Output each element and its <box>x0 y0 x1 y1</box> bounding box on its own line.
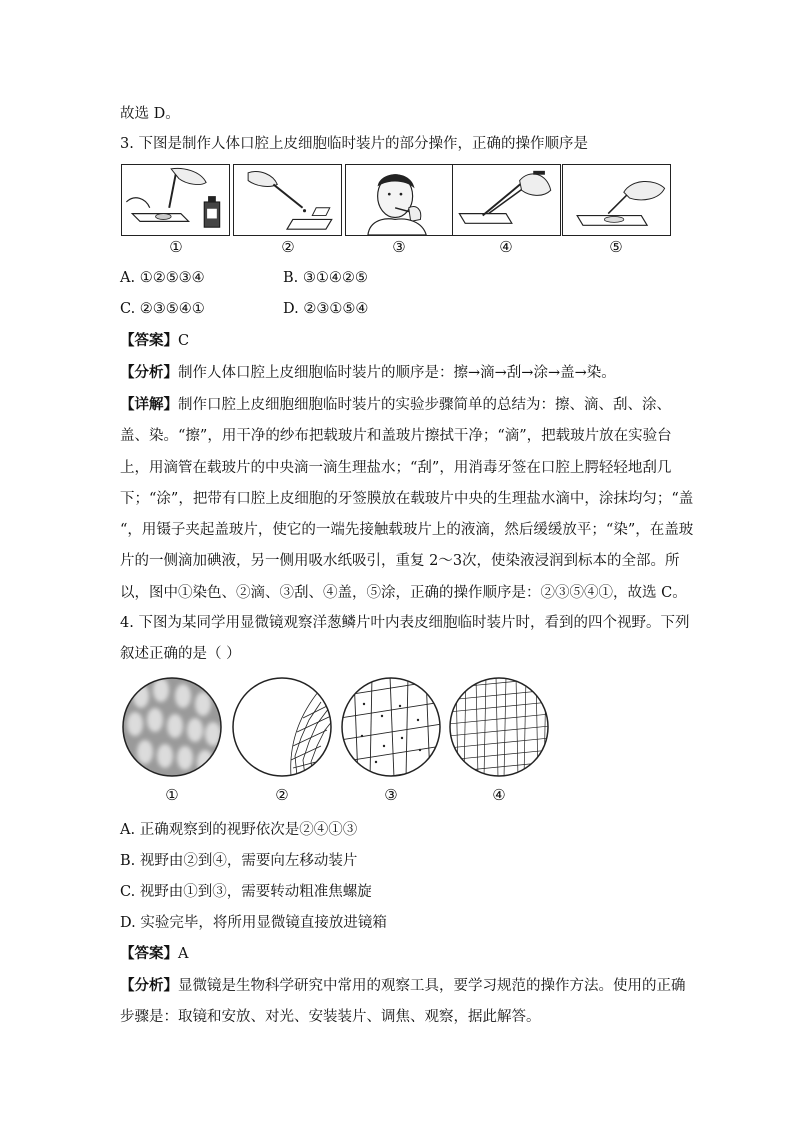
q3-figure-panel-4 <box>452 164 561 236</box>
q3-figure-panel-5 <box>562 164 671 236</box>
q4-field-view-2 <box>231 676 333 778</box>
q4-analysis-line: 步骤是：取镜和安放、对光、安装装片、调焦、观察，据此解答。 <box>120 1009 541 1026</box>
q3-figure-panel-1 <box>121 164 230 236</box>
analysis-tag: 【分析】 <box>120 977 178 994</box>
clear-cells-field-illustration <box>340 676 442 778</box>
answer-value: A <box>178 946 189 962</box>
q3-answer <box>120 331 189 351</box>
q3-option-a: A. ①②⑤③④ <box>120 270 205 286</box>
q3-figure-panel-2 <box>233 164 342 236</box>
q4-figure-label-4: ④ <box>492 786 506 804</box>
edge-cells-field-illustration <box>231 676 333 778</box>
smear-illustration <box>563 165 670 235</box>
q3-detail-line: 上，用滴管在载玻片的中央滴一滴生理盐水；“刮”，用消毒牙签在口腔上腭轻轻地刮几 <box>120 459 672 476</box>
saline-drop-illustration <box>234 165 341 235</box>
blurry-field-illustration <box>121 676 223 778</box>
q3-figure-label-1: ① <box>169 238 183 256</box>
cheek-scraping-illustration <box>346 165 453 235</box>
q3-detail-line: 片的一侧滴加碘液，另一侧用吸水纸吸引，重复 2～3次，使染液浸润到标本的全部。所 <box>120 553 680 570</box>
detail-text: 制作口腔上皮细胞细胞临时装片的实验步骤简单的总结为：擦、滴、刮、涂、 <box>178 397 671 413</box>
q4-stem-line: 叙述正确的是（ ） <box>120 646 241 663</box>
previous-answer-line: 故选 D。 <box>120 106 180 122</box>
q3-detail-line <box>120 389 672 421</box>
analysis-text: 制作人体口腔上皮细胞临时装片的顺序是：擦→滴→刮→涂→盖→染。 <box>178 365 616 381</box>
q3-figure-label-2: ② <box>281 238 295 256</box>
q3-option-d: D. ②③①⑤④ <box>283 301 369 317</box>
q3-option-c: C. ②③⑤④① <box>120 301 205 317</box>
stain-dropper-illustration <box>122 165 229 235</box>
answer-value: C <box>178 333 190 349</box>
q4-answer <box>120 944 188 964</box>
q4-analysis-line <box>120 970 686 1002</box>
q3-detail-line: 下；“涂”，把带有口腔上皮细胞的牙签膜放在载玻片中央的生理盐水滴中，涂抹均匀；“盖 <box>120 490 694 507</box>
q3-detail-line: 以，图中①染色、②滴、③刮、④盖，⑤涂，正确的操作顺序是：②③⑤④①，故选 C。 <box>120 584 687 601</box>
q4-option-c: C. 视野由①到③，需要转动粗准焦螺旋 <box>120 884 372 900</box>
q3-figure-label-4: ④ <box>499 238 513 256</box>
q4-stem <box>120 608 690 671</box>
q4-option-d: D. 实验完毕，将所用显微镜直接放进镜箱 <box>120 915 387 931</box>
analysis-text: 显微镜是生物科学研究中常用的观察工具，要学习规范的操作方法。使用的正确 <box>178 978 686 994</box>
q4-figure-label-2: ② <box>275 786 289 804</box>
q3-detail <box>120 389 694 609</box>
q4-field-view-4 <box>448 676 550 778</box>
q4-option-b: B. 视野由②到④，需要向左移动装片 <box>120 853 358 869</box>
answer-tag: 【答案】 <box>120 332 178 349</box>
q4-figure-label-1: ① <box>165 786 179 804</box>
q3-detail-line: 盖、染。“擦”，用干净的纱布把载玻片和盖玻片擦拭干净；“滴”，把载玻片放在实验台 <box>120 428 672 445</box>
answer-tag: 【答案】 <box>120 945 178 962</box>
q3-figure-label-3: ③ <box>392 238 406 256</box>
q3-analysis <box>120 363 616 383</box>
q4-analysis <box>120 970 686 1034</box>
q3-figure-label-5: ⑤ <box>609 238 623 256</box>
q3-detail-line: “，用镊子夹起盖玻片，使它的一端先接触载玻片上的液滴，然后缓缓放平；“染”，在盖玻 <box>120 522 694 539</box>
q3-stem: 3. 下图是制作人体口腔上皮细胞临时装片的部分操作，正确的操作顺序是 <box>120 136 588 152</box>
detail-tag: 【详解】 <box>120 396 178 413</box>
q4-field-view-1 <box>121 676 223 778</box>
cover-slip-illustration <box>453 165 560 235</box>
q4-field-view-3 <box>340 676 442 778</box>
q3-option-b: B. ③①④②⑤ <box>283 270 368 286</box>
analysis-tag: 【分析】 <box>120 364 178 381</box>
q4-stem-line: 4. 下图为某同学用显微镜观察洋葱鳞片叶内表皮细胞临时装片时，看到的四个视野。下列 <box>120 615 690 631</box>
q4-option-a: A. 正确观察到的视野依次是②④①③ <box>120 822 358 838</box>
dense-cells-field-illustration <box>448 676 550 778</box>
q4-figure-label-3: ③ <box>384 786 398 804</box>
q3-figure-panel-3 <box>345 164 454 236</box>
